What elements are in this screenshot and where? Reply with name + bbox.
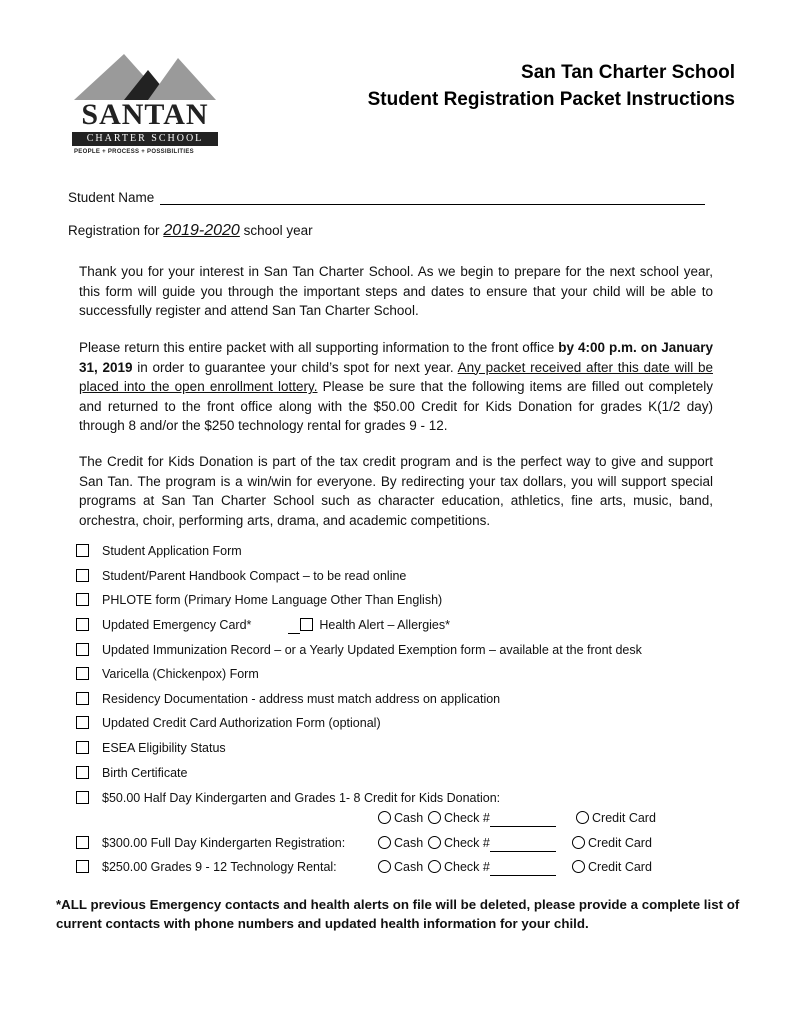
cash-radio[interactable] [378,836,391,849]
checklist-item [76,690,500,708]
lottery-warning: Any packet received after this date will be placed into the open enrollment lottery. [79,359,713,394]
checklist-label: Student/Parent Handbook Compact – to be read online [102,569,407,583]
logo-wordmark: SANTAN [81,98,209,131]
school-title: San Tan Charter School [521,62,735,83]
logo-tagline: PEOPLE + PROCESS + POSSIBILITIES [74,149,194,155]
checkbox[interactable] [76,618,89,631]
payment-check-option[interactable] [428,858,556,876]
checkbox[interactable] [76,643,89,656]
payment-cash-option[interactable] [378,809,423,827]
checklist-item [76,764,187,782]
health-alert-checkbox[interactable] [300,618,313,631]
checklist-label: Updated Credit Card Authorization Form (optional) [102,716,381,730]
health-alert-label: Health Alert – Allergies* [319,618,450,632]
checklist-item [76,542,242,560]
check-label: Check # [444,811,490,825]
checkbox[interactable] [76,766,89,779]
checkbox[interactable] [76,791,89,804]
checklist-item [76,616,450,634]
checkbox[interactable] [76,544,89,557]
registration-suffix: school year [243,223,313,238]
payment-check-option[interactable] [428,809,556,827]
deadline-text-a: Please return this entire packet with all supporting information to the front office [79,340,555,355]
cash-label: Cash [394,811,424,825]
payment-credit-option[interactable] [572,858,652,876]
check-number-field[interactable] [490,839,556,852]
intro-paragraph: Thank you for your interest in San Tan Charter School. As we begin to prepare for the next school year, this form will guide you through the important steps and dates to ensure that your child will be able to successfully register and attend San Tan Charter School. [79,264,713,318]
page-title: Student Registration Packet Instructions [367,89,735,110]
checklist-label: Student Application Form [102,544,242,558]
checklist-label: Updated Immunization Record – or a Yearly Updated Exemption form – available at the front desk [102,643,642,657]
footer-note: *ALL previous Emergency contacts and health alerts on file will be deleted, please provide a complete list of current contacts with phone numbers and updated health information for your child. [56,897,740,931]
logo-subtitle-band: CHARTER SCHOOL [72,132,218,146]
checkbox[interactable] [76,716,89,729]
check-label: Check # [444,836,490,850]
checkbox[interactable] [76,593,89,606]
checklist-item [76,665,259,683]
checklist-item [76,714,381,732]
checklist-item [76,739,226,757]
checklist-label: ESEA Eligibility Status [102,741,226,755]
credit-card-label: Credit Card [588,860,652,874]
checklist-label: Residency Documentation - address must match address on application [102,692,501,706]
deadline-text-e: Please be sure that the following items are filled out completely and returned to the front office along with the $50.00 Credit for Kids Donation for grades K(1/2 day) through 8 and/or the $250 technology rental for grades 9 - 12. [79,379,713,433]
deadline-text-c: in order to guarantee your child’s spot for next year. [137,359,454,375]
mountain-logo-icon [66,52,226,102]
check-radio[interactable] [428,860,441,873]
cash-label: Cash [394,860,424,874]
student-name-label: Student Name [68,190,155,205]
registration-row [68,222,313,240]
check-number-field[interactable] [490,814,556,827]
credit-card-radio[interactable] [576,811,589,824]
cash-radio[interactable] [378,860,391,873]
checkbox[interactable] [76,692,89,705]
check-radio[interactable] [428,836,441,849]
registration-prefix: Registration for [68,223,160,238]
credit-card-label: Credit Card [592,811,656,825]
checklist-item [76,591,442,609]
credit-card-label: Credit Card [588,836,652,850]
checkbox[interactable] [76,569,89,582]
checklist-item [76,641,642,659]
payment-cash-option[interactable] [378,834,423,852]
checklist-label: PHLOTE form (Primary Home Language Other Than English) [102,593,443,607]
checklist-label: Birth Certificate [102,766,188,780]
checklist-item [76,567,406,585]
cash-radio[interactable] [378,811,391,824]
checklist-item [76,789,500,807]
checklist-item [76,858,337,876]
checkbox[interactable] [76,741,89,754]
checkbox[interactable] [76,667,89,680]
student-name-row [68,190,705,205]
check-label: Check # [444,860,490,874]
school-logo [66,52,226,162]
checklist-label: $50.00 Half Day Kindergarten and Grades 1- 8 Credit for Kids Donation: [102,791,501,805]
cash-label: Cash [394,836,424,850]
check-number-field[interactable] [490,863,556,876]
deadline-paragraph [79,338,713,436]
registration-year: 2019-2020 [163,222,240,239]
checklist-label: Varicella (Chickenpox) Form [102,667,259,681]
payment-credit-option[interactable] [572,834,652,852]
check-radio[interactable] [428,811,441,824]
checklist-item [76,834,345,852]
checklist-label: Updated Emergency Card* [102,618,252,632]
credit-for-kids-paragraph: The Credit for Kids Donation is part of the tax credit program and is the perfect way to give and support San Tan. The program is a win/win for everyone. By redirecting your tax dollars, you will support special programs at San Tan Charter School such as character education, athletics, fine arts, music, band, orchestra, choir, performing arts, drama, and academic competitions. [79,454,713,528]
checklist-label: $250.00 Grades 9 - 12 Technology Rental: [102,860,337,874]
checklist-label: $300.00 Full Day Kindergarten Registration: [102,836,346,850]
checkbox[interactable] [76,860,89,873]
credit-card-radio[interactable] [572,860,585,873]
payment-credit-option[interactable] [576,809,656,827]
checkbox[interactable] [76,836,89,849]
student-name-field[interactable] [160,190,705,205]
payment-cash-option[interactable] [378,858,423,876]
payment-check-option[interactable] [428,834,556,852]
deadline-date: by 4:00 p.m. on January 31, 2019 [79,340,713,375]
credit-card-radio[interactable] [572,836,585,849]
